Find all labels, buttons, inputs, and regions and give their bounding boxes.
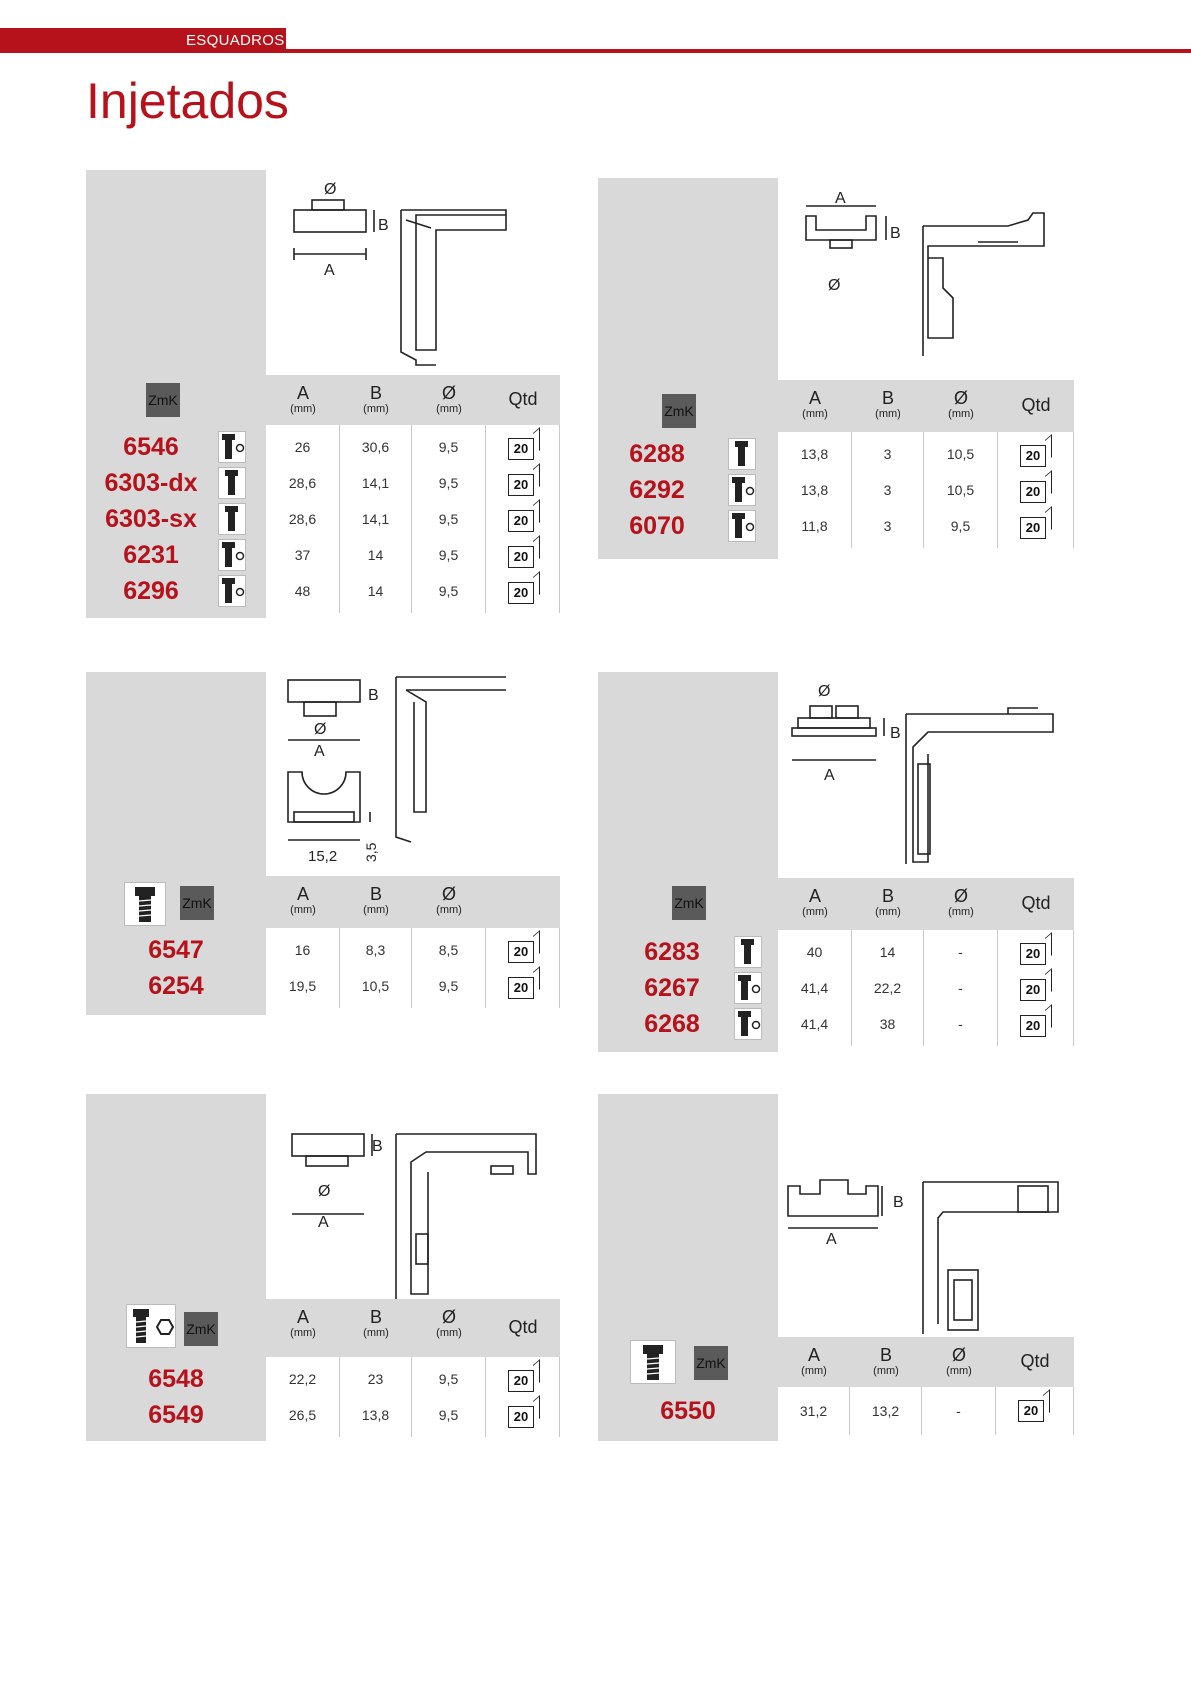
qty-box-icon: 20 — [508, 977, 534, 999]
spec-header — [778, 380, 1074, 432]
col-b-header: B (mm) — [875, 886, 901, 918]
bracket-photo — [598, 1094, 778, 1274]
spec-header — [778, 1337, 1074, 1387]
dim-d-value: 10,5 — [924, 472, 998, 508]
product-code: 6231 — [123, 541, 179, 569]
technical-drawing — [778, 178, 1074, 380]
dim-a-value: 16 — [266, 932, 340, 968]
dim-a-value: 28,6 — [266, 465, 340, 501]
dim-label-b: B — [372, 1138, 383, 1155]
column-divider — [559, 928, 560, 1008]
dim-b-value: 8,3 — [340, 932, 412, 968]
profile-drawing — [266, 672, 560, 876]
technical-drawing — [778, 672, 1074, 878]
profile-drawing — [778, 1094, 1074, 1337]
bracket-photo — [598, 178, 778, 358]
dim-label-a: A — [835, 190, 846, 207]
bracket-photo — [86, 672, 266, 852]
qty-box-icon: 20 — [1020, 1015, 1046, 1037]
material-badge: ZmK — [672, 886, 706, 920]
dim-b-value: 13,2 — [850, 1391, 922, 1431]
screw-icon — [630, 1340, 676, 1384]
dim-d-value: 8,5 — [412, 932, 486, 968]
column-divider — [559, 1357, 560, 1437]
column-divider — [485, 1357, 486, 1437]
technical-drawing — [266, 1094, 560, 1299]
col-d-header: Ø (mm) — [948, 388, 974, 420]
qty-box-icon: 20 — [1020, 943, 1046, 965]
spec-rows — [86, 1357, 560, 1441]
material-badge: ZmK — [184, 1312, 218, 1346]
bracket-photo — [86, 170, 266, 350]
screw-nut-icon — [728, 474, 756, 506]
dim-b-value: 23 — [340, 1361, 412, 1397]
dim-b-value: 14 — [852, 934, 924, 970]
dim-d-value: - — [922, 1391, 996, 1431]
product-code: 6254 — [148, 972, 204, 1000]
column-divider — [923, 432, 924, 548]
column-divider — [921, 1387, 922, 1435]
col-qtd-header: Qtd — [1021, 893, 1051, 913]
product-code: 6549 — [148, 1401, 204, 1429]
column-divider — [995, 1387, 996, 1435]
screw-nut-icon — [734, 1008, 762, 1040]
product-card-6283 — [598, 672, 1074, 1052]
col-a-header: A (mm) — [802, 388, 828, 420]
dim-a-value: 31,2 — [778, 1391, 850, 1431]
qty-box-icon: 20 — [1020, 445, 1046, 467]
technical-drawing — [266, 170, 560, 375]
dim-label-d: Ø — [818, 683, 831, 700]
bracket-photo — [598, 672, 778, 852]
screw-nut-icon — [218, 539, 246, 571]
dim-d-value: 9,5 — [412, 1397, 486, 1433]
column-divider — [411, 425, 412, 613]
column-divider — [411, 928, 412, 1008]
dim-d-value: 9,5 — [412, 429, 486, 465]
dim-b-value: 14,1 — [340, 501, 412, 537]
spec-header — [266, 876, 560, 928]
product-card-6547 — [86, 672, 560, 1015]
product-code: 6292 — [629, 476, 685, 504]
qty-box-icon: 20 — [508, 582, 534, 604]
dim-label-d: Ø — [314, 721, 327, 738]
product-code: 6303-dx — [104, 469, 198, 497]
product-code: 6550 — [660, 1397, 716, 1425]
dim-a-value: 37 — [266, 537, 340, 573]
dim-a-value: 13,8 — [778, 472, 852, 508]
dim-a-value: 11,8 — [778, 508, 852, 544]
screw-nut-icon — [734, 972, 762, 1004]
product-code: 6547 — [148, 936, 204, 964]
dim-b-value: 30,6 — [340, 429, 412, 465]
dim-label-a: A — [318, 1214, 329, 1231]
dim-a-value: 41,4 — [778, 1006, 852, 1042]
dim-a-value: 26,5 — [266, 1397, 340, 1433]
col-b-header: B (mm) — [873, 1345, 899, 1377]
page-title: Injetados — [86, 73, 289, 129]
screw-icon — [728, 438, 756, 470]
technical-drawing — [778, 1094, 1074, 1337]
dim-d-value: 10,5 — [924, 436, 998, 472]
dim-d-value: 9,5 — [412, 537, 486, 573]
profile-drawing — [778, 178, 1074, 380]
dim-b-value: 3 — [852, 436, 924, 472]
dim-a-value: 19,5 — [266, 968, 340, 1004]
dim-label-b: B — [378, 217, 389, 234]
dim-b-value: 38 — [852, 1006, 924, 1042]
product-card-6550 — [598, 1094, 1074, 1441]
dim-b-value: 14 — [340, 537, 412, 573]
dim-d-value: - — [924, 934, 998, 970]
qty-box-icon: 20 — [1020, 979, 1046, 1001]
qty-box-icon: 20 — [508, 941, 534, 963]
dim-a-value: 41,4 — [778, 970, 852, 1006]
col-a-header: A (mm) — [802, 886, 828, 918]
column-divider — [923, 930, 924, 1046]
dim-label-a: A — [826, 1231, 837, 1248]
dim-a-value: 22,2 — [266, 1361, 340, 1397]
dim-label-35: 3,5 — [363, 842, 379, 862]
col-d-header: Ø (mm) — [436, 383, 462, 415]
qty-box-icon: 20 — [508, 546, 534, 568]
column-divider — [851, 930, 852, 1046]
col-qtd-header: Qtd — [508, 389, 538, 409]
dim-a-value: 48 — [266, 573, 340, 609]
spec-rows — [86, 928, 560, 1015]
dim-d-value: - — [924, 1006, 998, 1042]
dim-d-value: 9,5 — [412, 501, 486, 537]
qty-box-icon: 20 — [1020, 481, 1046, 503]
product-card-6288 — [598, 178, 1074, 559]
dim-label-a: A — [314, 743, 325, 760]
dim-label-15: 15,2 — [308, 848, 338, 865]
dim-label-b: B — [893, 1194, 904, 1211]
dim-b-value: 3 — [852, 508, 924, 544]
column-divider — [1073, 432, 1074, 548]
dim-label-a: A — [824, 767, 835, 784]
dim-label-b: B — [368, 687, 379, 704]
section-tab: ESQUADROS — [0, 28, 286, 53]
product-code: 6070 — [629, 512, 685, 540]
col-b-header: B (mm) — [363, 884, 389, 916]
spec-rows — [598, 1387, 1074, 1441]
dim-b-value: 10,5 — [340, 968, 412, 1004]
col-a-header: A (mm) — [801, 1345, 827, 1377]
qty-box-icon: 20 — [508, 438, 534, 460]
column-divider — [339, 425, 340, 613]
dim-d-value: 9,5 — [412, 1361, 486, 1397]
column-divider — [849, 1387, 850, 1435]
spec-header — [86, 375, 560, 425]
col-qtd-header: Qtd — [1020, 1351, 1050, 1371]
product-code: 6548 — [148, 1365, 204, 1393]
product-code: 6288 — [629, 440, 685, 468]
dim-d-value: 9,5 — [412, 465, 486, 501]
product-card-6548 — [86, 1094, 560, 1441]
technical-drawing — [266, 672, 560, 876]
product-code: 6283 — [644, 938, 700, 966]
spec-rows — [598, 432, 1074, 559]
dim-a-value: 28,6 — [266, 501, 340, 537]
column-divider — [339, 1357, 340, 1437]
material-badge: ZmK — [662, 394, 696, 428]
column-divider — [339, 928, 340, 1008]
column-divider — [1073, 1387, 1074, 1435]
material-badge: ZmK — [180, 886, 214, 920]
col-a-header: A (mm) — [290, 383, 316, 415]
product-code: 6546 — [123, 433, 179, 461]
qty-box-icon: 20 — [508, 510, 534, 532]
profile-drawing — [266, 170, 560, 375]
profile-drawing — [266, 1094, 560, 1299]
dim-b-value: 22,2 — [852, 970, 924, 1006]
material-badge: ZmK — [694, 1346, 728, 1380]
screw-nut-icon — [218, 431, 246, 463]
dim-b-value: 14 — [340, 573, 412, 609]
col-d-header: Ø (mm) — [946, 1345, 972, 1377]
screw-nut-icon — [218, 575, 246, 607]
screw-nut-icon — [728, 510, 756, 542]
qty-box-icon: 20 — [1020, 517, 1046, 539]
col-d-header: Ø (mm) — [436, 884, 462, 916]
screw-icon — [218, 467, 246, 499]
qty-box-icon: 20 — [508, 474, 534, 496]
dim-a-value: 13,8 — [778, 436, 852, 472]
col-d-header: Ø (mm) — [436, 1307, 462, 1339]
column-divider — [411, 1357, 412, 1437]
dim-b-value: 13,8 — [340, 1397, 412, 1433]
col-qtd-header: Qtd — [1021, 395, 1051, 415]
dim-label-d: Ø — [324, 181, 337, 198]
screw-icon — [124, 882, 166, 926]
dim-d-value: - — [924, 970, 998, 1006]
screw-icon — [218, 503, 246, 535]
qty-box-icon: 20 — [508, 1406, 534, 1428]
spec-header — [778, 878, 1074, 930]
dim-a-value: 40 — [778, 934, 852, 970]
column-divider — [559, 425, 560, 613]
dim-label-b: B — [890, 725, 901, 742]
dim-label-b: B — [890, 225, 901, 242]
screw-icon — [734, 936, 762, 968]
column-divider — [485, 425, 486, 613]
dim-label-a: A — [324, 262, 335, 279]
dim-d-value: 9,5 — [412, 968, 486, 1004]
dim-d-value: 9,5 — [924, 508, 998, 544]
product-code: 6296 — [123, 577, 179, 605]
dim-b-value: 3 — [852, 472, 924, 508]
column-divider — [851, 432, 852, 548]
dim-a-value: 26 — [266, 429, 340, 465]
qty-box-icon: 20 — [508, 1370, 534, 1392]
qty-box-icon: 20 — [1018, 1400, 1044, 1422]
product-card-6546 — [86, 170, 560, 618]
column-divider — [997, 930, 998, 1046]
column-divider — [485, 928, 486, 1008]
col-b-header: B (mm) — [875, 388, 901, 420]
product-code: 6267 — [644, 974, 700, 1002]
dim-d-value: 9,5 — [412, 573, 486, 609]
spec-rows — [598, 930, 1074, 1052]
col-b-header: B (mm) — [363, 1307, 389, 1339]
bracket-photo — [86, 1094, 266, 1274]
material-badge: ZmK — [146, 383, 180, 417]
dim-label-d: Ø — [828, 277, 841, 294]
dim-label-d: Ø — [318, 1183, 331, 1200]
col-d-header: Ø (mm) — [948, 886, 974, 918]
col-qtd-header: Qtd — [508, 1317, 538, 1337]
column-divider — [997, 432, 998, 548]
col-a-header: A (mm) — [290, 1307, 316, 1339]
spec-header — [266, 1299, 560, 1357]
product-code: 6268 — [644, 1010, 700, 1038]
profile-drawing — [778, 672, 1074, 878]
dim-b-value: 14,1 — [340, 465, 412, 501]
col-b-header: B (mm) — [363, 383, 389, 415]
product-code: 6303-sx — [105, 505, 197, 533]
column-divider — [1073, 930, 1074, 1046]
spec-rows — [86, 425, 560, 618]
col-a-header: A (mm) — [290, 884, 316, 916]
screw-nut-icon — [126, 1304, 176, 1348]
